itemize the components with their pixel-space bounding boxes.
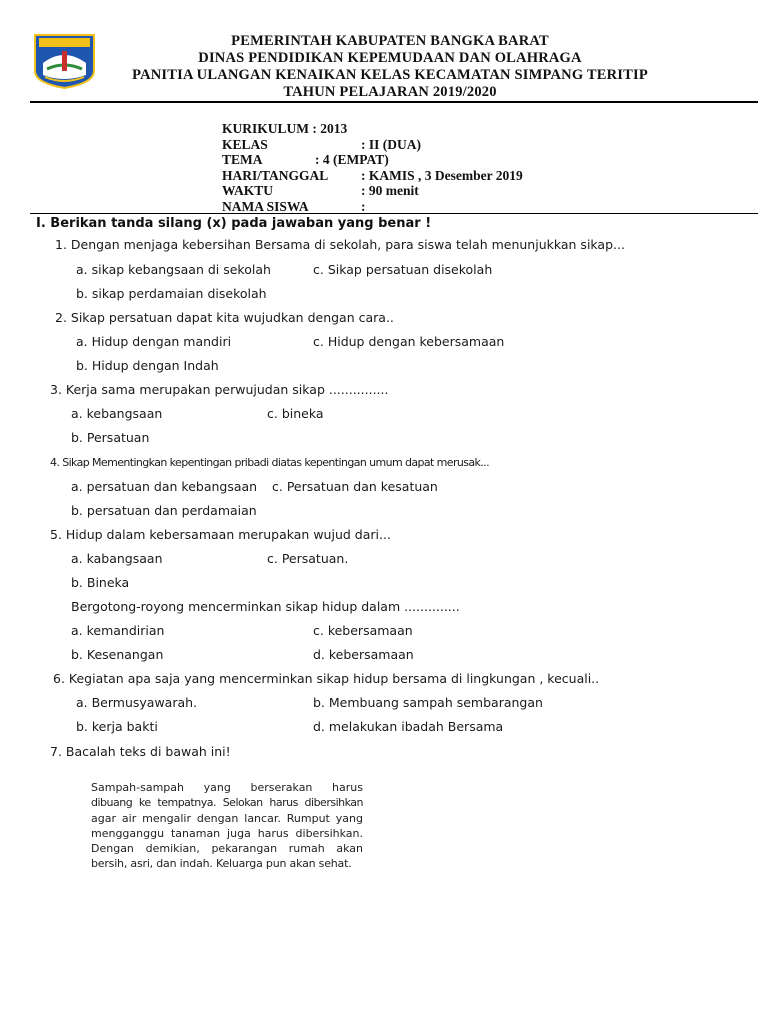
question-3-option-a: a. kebangsaan bbox=[71, 406, 163, 421]
question-5-option-a: a. kabangsaan bbox=[71, 551, 163, 566]
question-extra-option-d: d. kebersamaan bbox=[313, 647, 414, 662]
question-5-text: 5. Hidup dalam kebersamaan merupakan wujud dari... bbox=[50, 527, 391, 542]
passage-line-4: mengganggu tanaman juga harus dibersihkan. bbox=[91, 826, 363, 840]
question-3-option-b: b. Persatuan bbox=[71, 430, 150, 445]
header-line-4: TAHUN PELAJARAN 2019/2020 bbox=[283, 84, 497, 100]
question-2-option-c: c. Hidup dengan kebersamaan bbox=[313, 334, 505, 349]
question-extra-option-b: b. Kesenangan bbox=[71, 647, 164, 662]
question-3-text: 3. Kerja sama merupakan perwujudan sikap ............... bbox=[50, 382, 389, 397]
passage-line-2: dibuang ke tempatnya. Selokan harus dibersihkan bbox=[91, 796, 363, 810]
question-4-option-a: a. persatuan dan kebangsaan bbox=[71, 479, 258, 494]
question-2-option-b: b. Hidup dengan Indah bbox=[76, 358, 219, 373]
question-2-option-a: a. Hidup dengan mandiri bbox=[76, 334, 232, 349]
header-line-3: PANITIA ULANGAN KENAIKAN KELAS KECAMATAN SIMPANG TERITIP bbox=[132, 67, 648, 83]
question-5-option-b: b. Bineka bbox=[71, 575, 130, 590]
question-1-text: 1. Dengan menjaga kebersihan Bersama di sekolah, para siswa telah menunjukkan sikap... bbox=[55, 237, 625, 252]
bangka-barat-emblem-icon bbox=[33, 33, 96, 89]
passage-line-3: agar air mengalir dengan lancar. Rumput yang bbox=[91, 811, 363, 825]
regency-logo bbox=[33, 33, 96, 89]
question-5-option-c: c. Persatuan. bbox=[267, 551, 349, 566]
question-4-option-b: b. persatuan dan perdamaian bbox=[71, 503, 257, 518]
question-6-option-a: a. Bermusyawarah. bbox=[76, 695, 198, 710]
question-7-text: 7. Bacalah teks di bawah ini! bbox=[50, 744, 231, 759]
question-6-option-b: b. Membuang sampah sembarangan bbox=[313, 695, 543, 710]
question-extra-text: Bergotong-royong mencerminkan sikap hidup dalam .............. bbox=[71, 599, 460, 614]
info-divider bbox=[30, 213, 758, 214]
header-line-1: PEMERINTAH KABUPATEN BANGKA BARAT bbox=[231, 33, 549, 49]
question-1-option-b: b. sikap perdamaian disekolah bbox=[76, 286, 267, 301]
question-6-option-c: b. kerja bakti bbox=[76, 719, 158, 734]
question-6-text: 6. Kegiatan apa saja yang mencerminkan sikap hidup bersama di lingkungan , kecuali.. bbox=[53, 671, 600, 686]
section-title: I. Berikan tanda silang (x) pada jawaban yang benar ! bbox=[36, 216, 432, 231]
question-extra-option-c: c. kebersamaan bbox=[313, 623, 413, 638]
reading-passage bbox=[91, 780, 363, 872]
question-extra-option-a: a. kemandirian bbox=[71, 623, 165, 638]
passage-line-5: Dengan demikian, pekarangan rumah akan bbox=[91, 842, 363, 856]
question-2-text: 2. Sikap persatuan dapat kita wujudkan dengan cara.. bbox=[55, 310, 394, 325]
question-4-text: 4. Sikap Mementingkan kepentingan pribadi diatas kepentingan umum dapat merusak... bbox=[50, 456, 489, 469]
question-4-option-c: c. Persatuan dan kesatuan bbox=[272, 479, 438, 494]
header-divider bbox=[30, 101, 758, 103]
passage-line-1: Sampah-sampah yang berserakan harus bbox=[91, 781, 363, 794]
question-1-option-a: a. sikap kebangsaan di sekolah bbox=[76, 262, 271, 277]
question-1-option-c: c. Sikap persatuan disekolah bbox=[313, 262, 493, 277]
question-3-option-c: c. bineka bbox=[267, 406, 324, 421]
letterhead bbox=[100, 33, 680, 101]
passage-line-6: bersih, asri, dan indah. Keluarga pun akan sehat. bbox=[91, 857, 352, 871]
header-line-2: DINAS PENDIDIKAN KEPEMUDAAN DAN OLAHRAGA bbox=[198, 50, 582, 66]
question-6-option-d: d. melakukan ibadah Bersama bbox=[313, 719, 504, 734]
